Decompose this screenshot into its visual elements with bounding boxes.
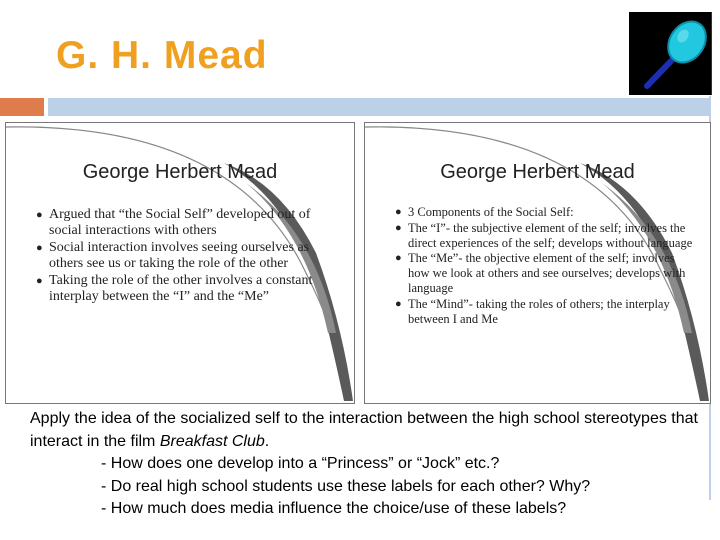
question-2: - Do real high school students use these labels for each other? Why? xyxy=(101,477,591,495)
prompt-intro: Apply the idea of the socialized self to the interaction between the high school stereotypes that interact in the film xyxy=(30,410,698,450)
list-item: ● The “Me”- the objective element of the self; involves how we look at others and see ourselves; develops with language xyxy=(395,251,686,295)
prompt-intro-end: . xyxy=(264,432,270,450)
right-slide-image xyxy=(364,122,711,404)
list-item: ● 3 Components of the Social Self: xyxy=(395,205,574,219)
bullet-dot-icon: ● xyxy=(36,209,43,221)
right-slide-title: George Herbert Mead xyxy=(440,161,635,183)
bullet-dot-icon: ● xyxy=(395,221,402,234)
left-slide-title: George Herbert Mead xyxy=(82,161,278,183)
bullet-dot-icon: ● xyxy=(36,242,43,254)
list-item: ● The “I”- the subjective element of the self; involves the direct experiences of the self; develops without language xyxy=(395,220,693,250)
accent-bar-blue xyxy=(48,98,709,116)
discussion-prompt xyxy=(30,408,710,521)
list-item: ● Social interaction involves seeing ourselves as others see us or taking the role of the other xyxy=(36,240,310,271)
list-item: ● Taking the role of the other involves a constant interplay between the “I” and the “Me” xyxy=(36,273,313,304)
right-bullet-list xyxy=(395,205,695,327)
left-slide-image xyxy=(5,122,355,404)
list-item: ● Argued that “the Social Self” developed out of social interactions with others xyxy=(36,207,311,238)
bullet-dot-icon: ● xyxy=(395,297,402,310)
question-1: - How does one develop into a “Princess” or “Jock” etc.? xyxy=(101,455,500,472)
bullet-dot-icon: ● xyxy=(395,206,402,218)
left-bullet-list xyxy=(36,207,336,306)
accent-bar-orange xyxy=(0,98,44,116)
question-3: - How much does media influence the choice/use of these labels? xyxy=(101,500,567,517)
slide-title: G. H. Mead xyxy=(56,34,268,77)
film-title: Breakfast Club xyxy=(159,432,265,450)
list-item: ● The “Mind”- taking the roles of others; the interplay between I and Me xyxy=(395,296,670,326)
magnifying-glass-logo xyxy=(629,12,712,95)
magnifying-glass-icon xyxy=(629,12,711,95)
bullet-dot-icon: ● xyxy=(36,275,43,287)
bullet-dot-icon: ● xyxy=(395,252,402,265)
